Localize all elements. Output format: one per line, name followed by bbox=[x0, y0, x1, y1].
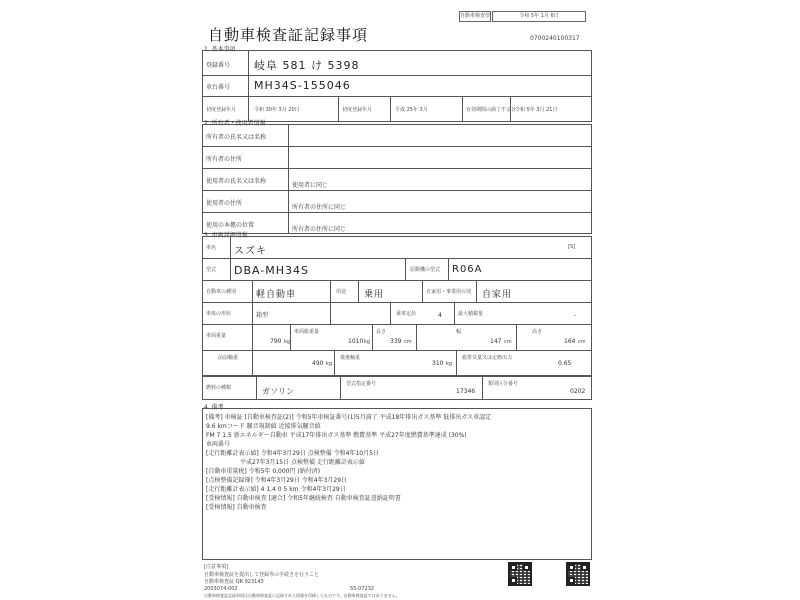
maker-label: 車名 bbox=[206, 245, 217, 251]
expiry-label: 有効期間の満了する日 bbox=[466, 107, 517, 113]
section3-heading: 3. 車両詳細情報 bbox=[204, 232, 248, 239]
type-label: 自動車の種別 bbox=[206, 289, 237, 295]
divider bbox=[390, 302, 391, 324]
section3-frame bbox=[202, 236, 592, 376]
first-reg-label: 初度登録年月 bbox=[206, 107, 237, 113]
note-line: [自動車重量税] 令和5年 0,000円 (納付済) bbox=[206, 468, 321, 475]
note-line: [備考] 車検証 [自動車検査証(2)] 令和5年車検証番号(1)5月満了 平成18年排出ガス基準 低排出ガス車認定 bbox=[206, 414, 492, 421]
document-title: 自動車検査証記録事項 bbox=[208, 26, 369, 44]
qr-code-icon bbox=[566, 562, 590, 586]
divider bbox=[256, 376, 257, 400]
gross-value: 1010 bbox=[348, 338, 364, 345]
reg-number-label: 登録番号 bbox=[206, 62, 231, 69]
divider bbox=[248, 50, 249, 122]
divider bbox=[288, 124, 289, 234]
fuel-row bbox=[202, 376, 592, 400]
divider bbox=[202, 168, 592, 169]
divider bbox=[252, 280, 253, 376]
axle-rear-unit: kg bbox=[446, 361, 453, 367]
fuel-label: 燃料の種類 bbox=[206, 385, 232, 391]
gross-label: 車両総重量 bbox=[294, 329, 320, 335]
stamp-label: 自動車検査票 bbox=[459, 11, 491, 22]
divider bbox=[482, 376, 483, 400]
divider bbox=[290, 324, 291, 350]
divider bbox=[422, 280, 423, 302]
engine-label: 原動機の型式 bbox=[410, 267, 441, 273]
stamp-date: 令和 5年 1月 6日 bbox=[492, 11, 586, 22]
width-label: 幅 bbox=[456, 329, 462, 335]
type-value: 軽自動車 bbox=[256, 290, 297, 300]
model-label: 型式 bbox=[206, 267, 217, 273]
maker-value: スズキ bbox=[234, 246, 267, 257]
divider bbox=[448, 258, 449, 280]
note-line: [点検整備記録簿] 令和4年3月29日 令和4年3月29日 bbox=[206, 477, 348, 484]
fuel-value: ガソリン bbox=[262, 387, 294, 396]
max-load-value: - bbox=[574, 312, 577, 319]
user-address-label: 使用者の住所 bbox=[206, 200, 243, 207]
axle-front-unit: kg bbox=[326, 361, 333, 367]
engine-value: R06A bbox=[452, 264, 483, 275]
axle-rear-label: 後後軸重 bbox=[340, 355, 361, 361]
notice-line-1: 自動車検査証を提出して登録等の手続きを行うこと bbox=[204, 572, 320, 578]
class-no-value: 0202 bbox=[570, 388, 586, 395]
length-value: 339 bbox=[390, 338, 402, 345]
owner-name-label: 所有者の氏名又は名称 bbox=[206, 134, 267, 141]
first-reg-label-2: 初度登録年月 bbox=[342, 107, 373, 113]
body-label: 車体の形状 bbox=[206, 311, 232, 317]
note-line: [受検情報] 自動車検査 bbox=[206, 504, 267, 511]
displacement-label: 総排気量又は定格出力 bbox=[462, 355, 513, 361]
width-value: 147 bbox=[490, 338, 502, 345]
footer-code-left: 2003074-002 bbox=[204, 586, 238, 592]
divider bbox=[510, 96, 511, 122]
model-no-value: 17346 bbox=[456, 388, 476, 395]
max-load-label: 最大積載量 bbox=[458, 311, 484, 317]
use-value: 乗用 bbox=[364, 290, 385, 300]
divider bbox=[202, 96, 592, 97]
use-label: 用途 bbox=[336, 289, 347, 295]
model-no-label: 型式指定番号 bbox=[346, 381, 377, 387]
document-page bbox=[200, 10, 598, 596]
axle-rear-value: 310 bbox=[432, 360, 444, 367]
weight-value: 790 bbox=[270, 338, 282, 345]
divider bbox=[202, 146, 592, 147]
user-name-label: 使用者の氏名又は名称 bbox=[206, 178, 267, 185]
divider bbox=[476, 280, 477, 302]
height-label: 高さ bbox=[532, 329, 543, 335]
footer-code-right: 55-07232 bbox=[350, 586, 375, 592]
capacity-value: 4 bbox=[438, 312, 442, 319]
divider bbox=[340, 376, 341, 400]
divider bbox=[462, 96, 463, 122]
qr-code-icon bbox=[508, 562, 532, 586]
divider bbox=[330, 280, 331, 324]
height-value: 164 bbox=[564, 338, 576, 345]
expiry-value: 令和 5年 3月 21日 bbox=[515, 107, 558, 113]
divider bbox=[372, 324, 373, 350]
divider bbox=[358, 280, 359, 302]
divider bbox=[202, 75, 592, 76]
divider bbox=[405, 258, 406, 280]
notice-line-2: 自動車検査証 QR 923143 bbox=[204, 579, 264, 585]
note-line: 9.6 kmコード 騒音規制値 近接排気騒音値 bbox=[206, 423, 321, 430]
divider bbox=[202, 302, 592, 303]
divider bbox=[202, 350, 592, 351]
section2-heading: 2. 所有者・使用者情報 bbox=[204, 120, 266, 127]
divider bbox=[334, 350, 335, 376]
document-number: 0700240100317 bbox=[530, 35, 580, 42]
user-name-value: 使用者に同じ bbox=[292, 182, 329, 189]
divider bbox=[202, 324, 592, 325]
base-location-value: 所有者の住所に同じ bbox=[292, 226, 347, 233]
note-line: 平成27年3月15日 点検整備 走行距離計表示値 bbox=[240, 459, 365, 466]
length-unit: cm bbox=[404, 339, 412, 345]
divider bbox=[202, 190, 592, 191]
reg-number-value: 岐阜 581 け 5398 bbox=[254, 59, 360, 72]
notice-heading: [注意事項] bbox=[204, 564, 228, 570]
divider bbox=[338, 96, 339, 122]
divider bbox=[456, 350, 457, 376]
note-line: [受検情報] 自動車検査 [適合] 令和5年継続検査 自動車検査証返納証明書 bbox=[206, 495, 401, 502]
divider bbox=[230, 236, 231, 280]
user-address-value: 所有者の住所に同じ bbox=[292, 204, 347, 211]
note-line: 車両番号 bbox=[206, 441, 231, 448]
divider bbox=[516, 324, 517, 350]
section4-heading: 4. 備考 bbox=[204, 404, 224, 411]
width-unit: cm bbox=[504, 339, 512, 345]
length-label: 長さ bbox=[376, 329, 387, 335]
maker-code: [S] bbox=[568, 244, 576, 250]
divider bbox=[416, 324, 417, 350]
purpose-value: 自家用 bbox=[482, 290, 513, 300]
capacity-label: 乗車定員 bbox=[396, 311, 417, 317]
axle-front-value: 490 bbox=[312, 360, 324, 367]
note-line: [走行距離計表示値] 4 1,4 0 5 km 令和4年3月29日 bbox=[206, 486, 346, 493]
weight-label: 車両重量 bbox=[206, 333, 227, 339]
divider bbox=[202, 212, 592, 213]
divider bbox=[202, 258, 592, 259]
first-reg-value-2: 平成 25年 3月 bbox=[395, 107, 428, 113]
body-value: 箱型 bbox=[256, 312, 269, 319]
chassis-label: 車台番号 bbox=[206, 84, 231, 91]
section1-heading: 1. 基本事項 bbox=[204, 46, 236, 53]
base-location-label: 使用の本拠の位置 bbox=[206, 222, 255, 229]
axle-front-label: 前前軸重 bbox=[218, 355, 239, 361]
class-no-label: 類別区分番号 bbox=[488, 381, 519, 387]
footer-disclaimer: 自動車検査証記録事項は自動車検査証に記録された情報を印刷したものです。自動車検査証ではありません。 bbox=[204, 593, 400, 598]
owner-address-label: 所有者の住所 bbox=[206, 156, 243, 163]
note-line: FM 7 1.5 新エネルギー自動車 平成17年排出ガス基準 燃費基準 平成27年度燃費基準達成 (30%) bbox=[206, 432, 467, 439]
note-line: [走行距離計表示値] 令和4年3月29日 点検整備 令和4年10月5日 bbox=[206, 450, 379, 457]
chassis-value: MH34S-155046 bbox=[254, 79, 351, 92]
displacement-value: 0.65 bbox=[558, 360, 572, 367]
weight-unit: kg bbox=[284, 339, 291, 345]
gross-unit: kg bbox=[364, 339, 371, 345]
model-value: DBA-MH34S bbox=[234, 264, 310, 277]
purpose-label: 自家用・事業用の別 bbox=[426, 289, 472, 295]
divider bbox=[202, 280, 592, 281]
first-reg-value: 令和 30年 3月 20日 bbox=[254, 107, 300, 113]
height-unit: cm bbox=[578, 339, 586, 345]
divider bbox=[454, 302, 455, 324]
divider bbox=[390, 96, 391, 122]
